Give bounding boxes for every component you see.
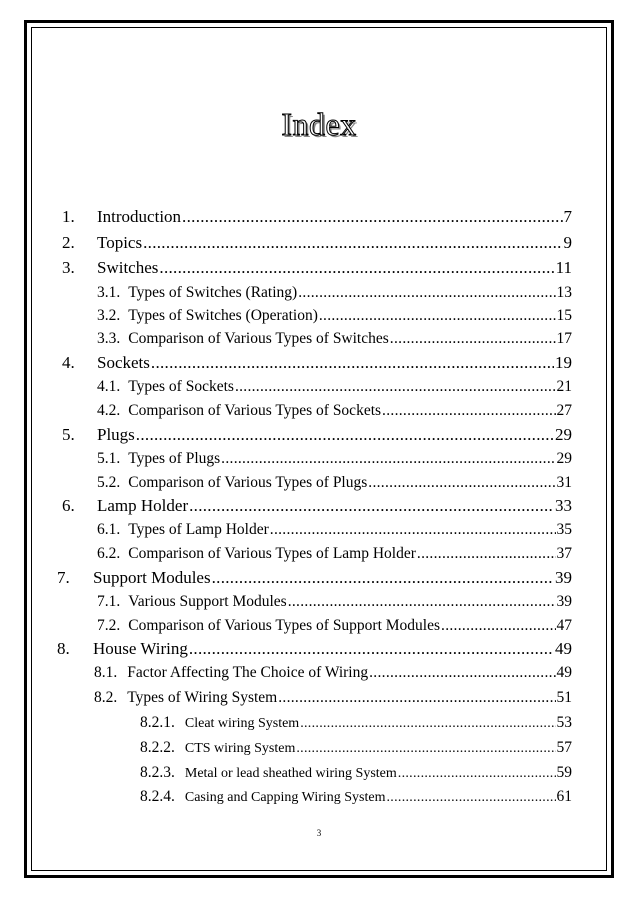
leader-dots — [235, 378, 556, 396]
entry-number: 6.1. — [97, 521, 121, 538]
leader-dots — [221, 450, 555, 468]
entry-page: 7 — [563, 207, 572, 226]
entry-label: CTS wiring System — [184, 741, 296, 756]
toc-entry[interactable] — [94, 689, 572, 707]
entry-page: 57 — [556, 739, 572, 756]
entry-number: 8. — [57, 639, 70, 658]
entry-number: 5. — [62, 425, 75, 444]
leader-dots — [189, 496, 554, 516]
entry-page: 27 — [556, 402, 572, 419]
entry-page: 13 — [556, 284, 572, 301]
toc-entry[interactable] — [62, 425, 572, 445]
entry-label: Types of Lamp Holder — [128, 521, 269, 538]
entry-number: 3.3. — [97, 330, 121, 347]
entry-page: 59 — [556, 764, 572, 781]
entry-number: 8.2.2. — [140, 739, 175, 756]
leader-dots — [387, 790, 556, 806]
entry-page: 49 — [556, 664, 572, 681]
leader-dots — [212, 568, 554, 588]
toc-entry[interactable] — [97, 617, 572, 635]
entry-number: 3. — [62, 258, 75, 277]
leader-dots — [270, 521, 556, 539]
entry-label: Factor Affecting The Choice of Wiring — [127, 664, 369, 681]
entry-number: 6. — [62, 496, 75, 515]
entry-number: 8.2.3. — [140, 764, 175, 781]
toc-entry[interactable] — [62, 233, 572, 253]
entry-page: 9 — [563, 233, 572, 252]
entry-label: Plugs — [97, 425, 135, 444]
entry-label: Sockets — [97, 353, 150, 372]
entry-label: Topics — [97, 233, 143, 252]
leader-dots — [398, 766, 556, 782]
entry-label: Metal or lead sheathed wiring System — [184, 766, 397, 781]
leader-dots — [143, 233, 562, 253]
leader-dots — [300, 716, 555, 732]
leader-dots — [136, 425, 554, 445]
toc-entry[interactable] — [140, 788, 572, 806]
leader-dots — [151, 353, 554, 373]
entry-label: Lamp Holder — [97, 496, 189, 515]
toc-entry[interactable] — [57, 568, 572, 588]
entry-page: 47 — [556, 617, 572, 634]
entry-label: Switches — [97, 258, 159, 277]
entry-number: 2. — [62, 233, 75, 252]
entry-label: Support Modules — [93, 568, 211, 587]
toc-entry[interactable] — [140, 764, 572, 782]
entry-number: 8.1. — [94, 664, 118, 681]
entry-label: Cleat wiring System — [184, 716, 300, 731]
entry-page: 35 — [556, 521, 572, 538]
entry-label: Types of Sockets — [128, 378, 234, 395]
toc-entry[interactable] — [97, 284, 572, 302]
leader-dots — [189, 639, 554, 659]
toc-entry[interactable] — [97, 474, 572, 492]
toc-entry[interactable] — [57, 639, 572, 659]
entry-page: 53 — [556, 714, 572, 731]
entry-number: 4.1. — [97, 378, 121, 395]
leader-dots — [298, 284, 555, 302]
toc-entry[interactable] — [62, 496, 572, 516]
leader-dots — [296, 741, 555, 757]
entry-number: 7.1. — [97, 593, 121, 610]
entry-label: Types of Plugs — [128, 450, 221, 467]
entry-number: 5.2. — [97, 474, 121, 491]
entry-label: Casing and Capping Wiring System — [184, 790, 386, 805]
entry-number: 5.1. — [97, 450, 121, 467]
entry-page: 21 — [556, 378, 572, 395]
toc-entry[interactable] — [97, 450, 572, 468]
entry-number: 6.2. — [97, 545, 121, 562]
entry-number: 4. — [62, 353, 75, 372]
toc-entry[interactable] — [140, 714, 572, 732]
entry-number: 8.2. — [94, 689, 118, 706]
entry-number: 1. — [62, 207, 75, 226]
entry-label: Comparison of Various Types of Switches — [128, 330, 389, 347]
leader-dots — [182, 207, 562, 227]
entry-label: Various Support Modules — [128, 593, 287, 610]
toc-entry[interactable] — [97, 545, 572, 563]
toc-entry[interactable] — [62, 258, 572, 278]
leader-dots — [368, 474, 555, 492]
toc-entry[interactable] — [97, 330, 572, 348]
leader-dots — [159, 258, 554, 278]
leader-dots — [288, 593, 556, 611]
entry-number: 7.2. — [97, 617, 121, 634]
toc-entry[interactable] — [62, 353, 572, 373]
entry-label: Comparison of Various Types of Lamp Holder — [128, 545, 416, 562]
page-number: 3 — [316, 828, 322, 838]
entry-label: Types of Switches (Rating) — [128, 284, 298, 301]
entry-number: 8.2.1. — [140, 714, 175, 731]
entry-label: Types of Wiring System — [127, 689, 278, 706]
toc-entry[interactable] — [97, 307, 572, 325]
index-heading: Index — [281, 106, 357, 142]
entry-label: House Wiring — [93, 639, 188, 658]
entry-number: 3.2. — [97, 307, 121, 324]
entry-number: 8.2.4. — [140, 788, 175, 805]
entry-page: 61 — [556, 788, 572, 805]
entry-page: 33 — [555, 496, 572, 515]
leader-dots — [417, 545, 556, 563]
entry-number: 3.1. — [97, 284, 121, 301]
entry-label: Comparison of Various Types of Sockets — [128, 402, 382, 419]
leader-dots — [382, 402, 555, 420]
entry-number: 7. — [57, 568, 70, 587]
leader-dots — [278, 689, 555, 707]
entry-label: Comparison of Various Types of Support Modules — [128, 617, 441, 634]
leader-dots — [369, 664, 555, 682]
toc-entry[interactable] — [97, 593, 572, 611]
entry-page: 29 — [556, 450, 572, 467]
entry-page: 49 — [555, 639, 572, 658]
toc-entry[interactable] — [94, 664, 572, 682]
toc-entry[interactable] — [62, 207, 572, 227]
entry-page: 39 — [555, 568, 572, 587]
toc-entry[interactable] — [97, 378, 572, 396]
entry-label: Comparison of Various Types of Plugs — [128, 474, 368, 491]
entry-label: Types of Switches (Operation) — [128, 307, 318, 324]
entry-page: 15 — [556, 307, 572, 324]
toc-entry[interactable] — [97, 521, 572, 539]
toc-entry[interactable] — [97, 402, 572, 420]
leader-dots — [441, 617, 555, 635]
entry-page: 51 — [556, 689, 572, 706]
entry-page: 19 — [555, 353, 572, 372]
entry-page: 31 — [556, 474, 572, 491]
entry-page: 39 — [556, 593, 572, 610]
entry-page: 29 — [555, 425, 572, 444]
entry-label: Introduction — [97, 207, 182, 226]
entry-page: 17 — [556, 330, 572, 347]
entry-number: 4.2. — [97, 402, 121, 419]
leader-dots — [319, 307, 556, 325]
entry-page: 11 — [555, 258, 572, 277]
entry-page: 37 — [556, 545, 572, 562]
leader-dots — [390, 330, 556, 348]
toc-entry[interactable] — [140, 739, 572, 757]
